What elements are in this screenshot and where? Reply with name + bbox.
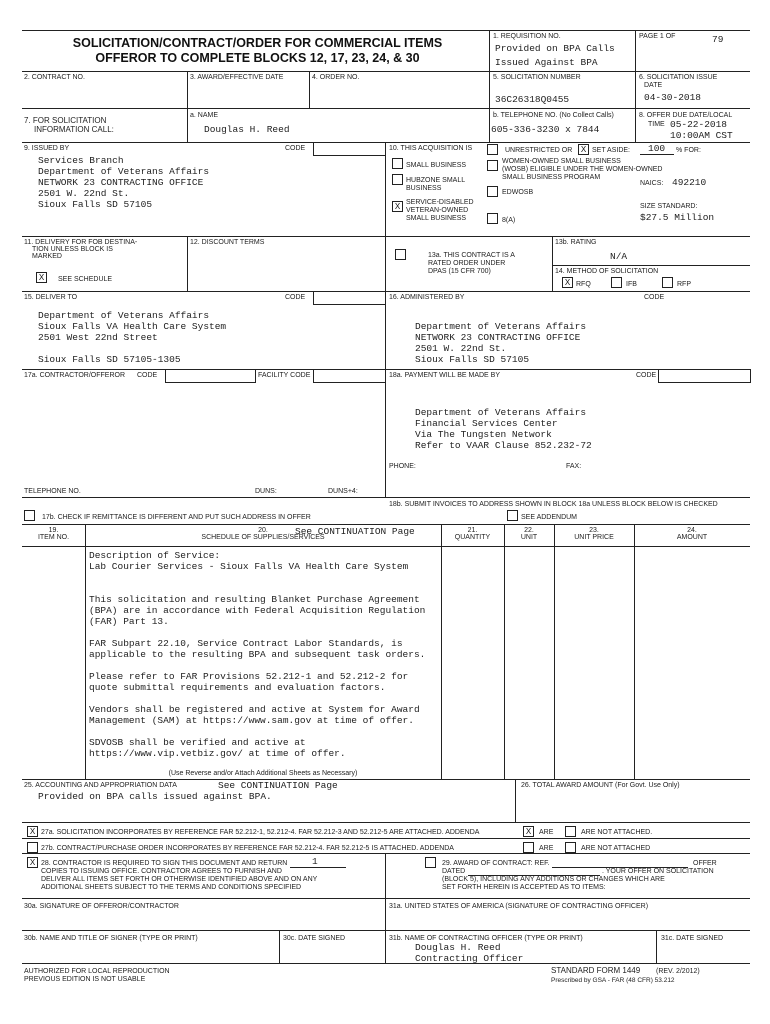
fob-label: 11. DELIVERY FOR FOB DESTINA- <box>24 239 138 246</box>
offer-due-label-2: TIME <box>648 121 665 128</box>
28-copies: 1 <box>312 856 318 867</box>
fob-label-2: TION UNLESS BLOCK IS <box>32 246 113 253</box>
copies-underline <box>290 867 346 868</box>
27a-are-checkbox[interactable]: X <box>523 826 534 837</box>
rule <box>22 930 750 931</box>
rule <box>22 779 750 780</box>
unrestricted-label: UNRESTRICTED OR <box>505 147 573 154</box>
method-label: 14. METHOD OF SOLICITATION <box>555 268 659 275</box>
schedule-line <box>89 583 439 594</box>
schedule-line: (BPA) are in accordance with Federal Acquisition Regulation <box>89 605 426 616</box>
schedule-line: https://www.vip.vetbiz.gov/ at time of offer. <box>89 748 346 759</box>
submit-invoices-label: 18b. SUBMIT INVOICES TO ADDRESS SHOWN IN BLOCK 18a UNLESS BLOCK BELOW IS CHECKED <box>389 501 718 508</box>
deliver-to-line-1: Department of Veterans Affairs <box>38 310 210 321</box>
rule <box>552 265 750 266</box>
27a-are-not-label: ARE NOT ATTACHED. <box>581 829 653 836</box>
col-unit-num: 22. <box>524 527 534 534</box>
remittance-checkbox[interactable] <box>24 510 35 521</box>
31b-title: Contracting Officer <box>415 953 524 964</box>
schedule-continuation: See CONTINUATION Page <box>295 526 415 537</box>
rating-label: 13b. RATING <box>555 239 597 246</box>
deliver-to-code-label: CODE <box>285 294 306 301</box>
discount-terms-label: 12. DISCOUNT TERMS <box>190 239 265 246</box>
unrestricted-checkbox[interactable] <box>487 144 498 155</box>
prescribed-by: Prescribed by GSA - FAR (48 CFR) 53.212 <box>551 977 675 984</box>
rule <box>22 822 750 823</box>
issued-by-code-box <box>313 142 386 156</box>
schedule-line <box>89 726 439 737</box>
issue-date-value: 04-30-2018 <box>644 92 702 103</box>
name-value: Douglas H. Reed <box>204 124 290 135</box>
size-standard-value: $27.5 Million <box>640 212 715 223</box>
28-label-2: COPIES TO ISSUING OFFICE. CONTRACTOR AGREES TO FURNISH AND <box>41 868 282 875</box>
solicitation-no-value: 36C26318Q0455 <box>495 94 570 105</box>
phone-label: b. TELEPHONE NO. (No Collect Calls) <box>493 112 614 119</box>
administered-by-line-4: Sioux Falls SD 57105 <box>415 354 530 365</box>
col-unit-price: UNIT PRICE <box>574 534 614 541</box>
schedule-line: quote submittal requirements and evaluation factors. <box>89 682 386 693</box>
rule <box>22 142 750 143</box>
28-label-4: ADDITIONAL SHEETS SUBJECT TO THE TERMS AND CONDITIONS SPECIFIED <box>41 884 302 891</box>
total-award-label: 26. TOTAL AWARD AMOUNT (For Govt. Use Only) <box>521 782 680 789</box>
27a-label: 27a. SOLICITATION INCORPORATES BY REFERENCE FAR 52.212-1, 52.212-4. FAR 52.212-3 AND 52.212-5 ARE ATTACHED. ADDENDA <box>41 829 480 836</box>
offer-due-label: 8. OFFER DUE DATE/LOCAL <box>639 112 733 119</box>
schedule-line: Lab Courier Services - Sioux Falls VA Health Care System <box>89 561 409 572</box>
name-label: a. NAME <box>190 112 219 119</box>
col-schedule-num: 20. <box>258 527 268 534</box>
schedule-line: This solicitation and resulting Blanket Purchase Agreement <box>89 594 420 605</box>
col-item-no-num: 19. <box>48 527 59 534</box>
col-unit-price-num: 23. <box>589 527 599 534</box>
deliver-to-line-3: 2501 West 22nd Street <box>38 332 158 343</box>
rule <box>515 779 516 822</box>
col-quantity: QUANTITY <box>454 534 491 541</box>
27a-are-label: ARE <box>539 829 554 836</box>
27b-checkbox[interactable] <box>27 842 38 853</box>
rule <box>635 30 636 142</box>
hubzone-checkbox[interactable] <box>392 174 403 185</box>
rule <box>385 142 386 497</box>
schedule-line: FAR Subpart 22.10, Service Contract Labor Standards, is <box>89 638 403 649</box>
set-aside-label: SET ASIDE: <box>592 147 630 154</box>
schedule-line: Vendors shall be registered and active at System for Award <box>89 704 420 715</box>
percent-underline <box>640 154 674 155</box>
wosb-label-3: SMALL BUSINESS PROGRAM <box>502 174 601 181</box>
rule <box>22 524 750 525</box>
form-rev: (REV. 2/2012) <box>656 968 700 975</box>
edwosb-label: EDWOSB <box>502 189 534 196</box>
duns-label: DUNS: <box>255 488 277 495</box>
payment-line-4: Refer to VAAR Clause 852.232-72 <box>415 440 592 451</box>
28-label-1: 28. CONTRACTOR IS REQUIRED TO SIGN THIS DOCUMENT AND RETURN <box>41 860 288 867</box>
31b-label: 31b. NAME OF CONTRACTING OFFICER (TYPE OR PRINT) <box>389 935 583 942</box>
info-call-label-2: INFORMATION CALL: <box>34 125 114 134</box>
size-standard-label: SIZE STANDARD: <box>640 203 698 210</box>
issued-by-line-3: NETWORK 23 CONTRACTING OFFICE <box>38 177 204 188</box>
wosb-label-2: (WOSB) ELIGIBLE UNDER THE WOMEN-OWNED <box>502 166 663 173</box>
phone-value: 605-336-3230 x 7844 <box>491 124 600 135</box>
schedule-footnote: (Use Reverse and/or Attach Additional Sheets as Necessary) <box>168 770 358 777</box>
set-aside-percent: 100 <box>648 143 666 154</box>
offer-due-date: 05-22-2018 <box>670 119 728 130</box>
schedule-line: (FAR) Part 13. <box>89 616 169 627</box>
schedule-line <box>89 627 439 638</box>
contract-no-label: 2. CONTRACT NO. <box>24 74 85 81</box>
schedule-body <box>89 550 439 759</box>
rating-value: N/A <box>610 251 628 262</box>
set-aside-checkbox[interactable]: X <box>578 144 589 155</box>
eight-a-checkbox[interactable] <box>487 213 498 224</box>
deliver-to-label: 15. DELIVER TO <box>24 294 78 301</box>
footer-left-1: AUTHORIZED FOR LOCAL REPRODUCTION <box>24 968 170 975</box>
rule <box>504 524 505 779</box>
rule <box>22 369 750 370</box>
payment-line-1: Department of Veterans Affairs <box>415 407 587 418</box>
rule <box>85 524 86 779</box>
form-title-line2: OFFEROR TO COMPLETE BLOCKS 12, 17, 23, 24, & 30 <box>95 51 420 65</box>
29-offer: OFFER <box>693 860 717 867</box>
issued-by-label: 9. ISSUED BY <box>24 145 70 152</box>
29-dated: DATED <box>442 868 466 875</box>
telephone-label: TELEPHONE NO. <box>24 488 81 495</box>
contractor-code-box <box>165 369 256 383</box>
28-label-3: DELIVER ALL ITEMS SET FORTH OR OTHERWISE IDENTIFIED ABOVE AND ON ANY <box>41 876 318 883</box>
rule <box>552 236 553 291</box>
administered-by-line-2: NETWORK 23 CONTRACTING OFFICE <box>415 332 581 343</box>
issue-date-label-2: DATE <box>644 82 663 89</box>
31b-name: Douglas H. Reed <box>415 942 501 953</box>
rule <box>187 236 188 291</box>
duns4-label: DUNS+4: <box>328 488 358 495</box>
rule <box>187 108 188 142</box>
administered-by-line-3: 2501 W. 22nd St. <box>415 343 507 354</box>
order-no-label: 4. ORDER NO. <box>312 74 360 81</box>
schedule-line: Description of Service: <box>89 550 221 561</box>
27b-label: 27b. CONTRACT/PURCHASE ORDER INCORPORATES BY REFERENCE FAR 52.212-4. FAR 52.212-5 IS ATTACHED. ADDENDA <box>41 845 454 852</box>
27b-are-label: ARE <box>539 845 554 852</box>
acquisition-label: 10. THIS ACQUISITION IS <box>389 145 473 152</box>
edwosb-checkbox[interactable] <box>487 186 498 197</box>
rule-bottom <box>22 963 750 964</box>
contractor-code-label: CODE <box>137 372 158 379</box>
rule <box>656 930 657 963</box>
administered-by-label: 16. ADMINISTERED BY <box>389 294 465 301</box>
rated-order-label-3: DPAS (15 CFR 700) <box>428 268 491 275</box>
award-date-label: 3. AWARD/EFFECTIVE DATE <box>190 74 284 81</box>
rfp-label: RFP <box>677 281 691 288</box>
page-total: 79 <box>712 34 724 45</box>
administered-by-code-label: CODE <box>644 294 665 301</box>
payment-code-box <box>658 369 751 383</box>
28-checkbox[interactable]: X <box>27 857 38 868</box>
hubzone-label-2: BUSINESS <box>406 185 442 192</box>
27b-are-not-checkbox[interactable] <box>565 842 576 853</box>
requisition-label: 1. REQUISITION NO. <box>493 33 561 40</box>
payment-code-label: CODE <box>636 372 657 379</box>
see-addendum-label: SEE ADDENDUM <box>521 514 578 521</box>
schedule-line <box>89 660 439 671</box>
sdvosb-label-2: VETERAN-OWNED <box>406 207 469 214</box>
payment-label: 18a. PAYMENT WILL BE MADE BY <box>389 372 500 379</box>
sdvosb-label: SERVICE-DISABLED <box>406 199 474 206</box>
sdvosb-checkbox[interactable]: X <box>392 201 403 212</box>
rated-order-label-2: RATED ORDER UNDER <box>428 260 506 267</box>
issued-by-line-5: Sioux Falls SD 57105 <box>38 199 153 210</box>
rfq-checkbox[interactable]: X <box>562 277 573 288</box>
29-label-1: 29. AWARD OF CONTRACT: REF. <box>442 860 550 867</box>
payment-line-2: Financial Services Center <box>415 418 558 429</box>
wosb-checkbox[interactable] <box>487 160 498 171</box>
schedule-line: applicable to the resulting BPA and subsequent task orders. <box>89 649 426 660</box>
schedule-line: Please refer to FAR Provisions 52.212-1 and 52.212-2 for <box>89 671 409 682</box>
rfq-label: RFQ <box>576 281 591 288</box>
see-schedule-checkbox[interactable]: X <box>36 272 47 283</box>
30b-label: 30b. NAME AND TITLE OF SIGNER (TYPE OR PRINT) <box>24 935 198 942</box>
29-label-3: (BLOCK 5), INCLUDING ANY ADDITIONS OR CHANGES WHICH ARE <box>442 876 665 883</box>
requisition-value-2: Issued Against BPA <box>495 57 598 68</box>
administered-by-line-1: Department of Veterans Affairs <box>415 321 587 332</box>
contractor-label: 17a. CONTRACTOR/OFFEROR <box>24 372 125 379</box>
accounting-value: Provided on BPA calls issued against BPA. <box>38 791 272 802</box>
rated-order-label: 13a. THIS CONTRACT IS A <box>428 252 515 259</box>
deliver-to-code-box <box>313 291 386 305</box>
rule <box>22 71 750 72</box>
rule <box>22 236 750 237</box>
hubzone-label: HUBZONE SMALL <box>406 177 466 184</box>
payment-line-3: Via The Tungsten Network <box>415 429 552 440</box>
rule <box>22 898 750 899</box>
ifb-checkbox[interactable] <box>611 277 622 288</box>
rule <box>187 71 188 108</box>
29-label-2: . YOUR OFFER ON SOLICITATION <box>602 868 714 875</box>
29-label-4: SET FORTH HEREIN IS ACCEPTED AS TO ITEMS: <box>442 884 606 891</box>
issue-date-label: 6. SOLICITATION ISSUE <box>639 74 718 81</box>
sdvosb-label-3: SMALL BUSINESS <box>406 215 467 222</box>
30c-label: 30c. DATE SIGNED <box>283 935 346 942</box>
schedule-line: SDVOSB shall be verified and active at <box>89 737 306 748</box>
rule <box>554 524 555 779</box>
issued-by-line-4: 2501 W. 22nd St. <box>38 188 130 199</box>
rule-top <box>22 30 750 31</box>
ifb-label: IFB <box>626 281 637 288</box>
fob-label-3: MARKED <box>32 253 62 260</box>
col-unit: UNIT <box>520 534 538 541</box>
eight-a-label: 8(A) <box>502 217 516 224</box>
schedule-line <box>89 693 439 704</box>
naics-value: 492210 <box>672 177 707 188</box>
29-checkbox[interactable] <box>425 857 436 868</box>
issued-by-code-label: CODE <box>285 145 306 152</box>
facility-code-label: FACILITY CODE <box>258 372 311 379</box>
accounting-continuation: See CONTINUATION Page <box>218 780 338 791</box>
deliver-to-line-2: Sioux Falls VA Health Care System <box>38 321 227 332</box>
see-schedule-label: SEE SCHEDULE <box>58 276 113 283</box>
27a-are-not-checkbox[interactable] <box>565 826 576 837</box>
footer-left-2: PREVIOUS EDITION IS NOT USABLE <box>24 976 146 983</box>
rule <box>309 71 310 108</box>
rule <box>489 30 490 142</box>
schedule-line <box>89 572 439 583</box>
offer-due-time: 10:00AM CST <box>670 130 733 141</box>
30a-label: 30a. SIGNATURE OF OFFEROR/CONTRACTOR <box>24 903 179 910</box>
27a-checkbox[interactable]: X <box>27 826 38 837</box>
27b-are-not-label: ARE NOT ATTACHED <box>581 845 651 852</box>
rated-order-checkbox[interactable] <box>395 249 406 260</box>
col-schedule: SCHEDULE OF SUPPLIES/SERVICES <box>201 534 325 541</box>
col-quantity-num: 21. <box>467 527 478 534</box>
form-title-line1: SOLICITATION/CONTRACT/ORDER FOR COMMERCIAL ITEMS <box>72 36 443 50</box>
page-label: PAGE 1 OF <box>639 33 676 40</box>
facility-code-box <box>313 369 386 383</box>
rule <box>22 546 750 547</box>
small-business-label: SMALL BUSINESS <box>406 162 467 169</box>
percent-for-label: % FOR: <box>676 147 701 154</box>
issued-by-line-2: Department of Veterans Affairs <box>38 166 210 177</box>
col-amount: AMOUNT <box>676 534 708 541</box>
issued-by-line-1: Services Branch <box>38 155 124 166</box>
rule <box>22 838 750 839</box>
see-addendum-checkbox[interactable] <box>507 510 518 521</box>
requisition-value-1: Provided on BPA Calls <box>495 43 615 54</box>
remittance-label: 17b. CHECK IF REMITTANCE IS DIFFERENT AND PUT SUCH ADDRESS IN OFFER <box>42 514 311 521</box>
rule <box>441 524 442 779</box>
rule <box>385 853 386 963</box>
rule <box>279 930 280 963</box>
accounting-label: 25. ACCOUNTING AND APPROPRIATION DATA <box>24 782 177 789</box>
27b-are-checkbox[interactable] <box>523 842 534 853</box>
solicitation-no-label: 5. SOLICITATION NUMBER <box>493 74 581 81</box>
small-business-checkbox[interactable] <box>392 158 403 169</box>
rule <box>22 853 750 854</box>
rule <box>22 291 750 292</box>
rule <box>22 497 750 498</box>
wosb-label: WOMEN-OWNED SMALL BUSINESS <box>502 158 621 165</box>
col-item-no: ITEM NO. <box>37 534 70 541</box>
31c-label: 31c. DATE SIGNED <box>661 935 724 942</box>
31a-label: 31a. UNITED STATES OF AMERICA (SIGNATURE OF CONTRACTING OFFICER) <box>389 903 649 910</box>
col-amount-num: 24. <box>687 527 697 534</box>
naics-label: NAICS: <box>640 180 664 187</box>
rule <box>22 108 750 109</box>
form-name: STANDARD FORM 1449 <box>551 966 641 975</box>
deliver-to-line-5: Sioux Falls SD 57105-1305 <box>38 354 181 365</box>
rfp-checkbox[interactable] <box>662 277 673 288</box>
payment-phone-label: PHONE: <box>389 463 416 470</box>
info-call-label: 7. FOR SOLICITATION <box>24 116 107 125</box>
payment-fax-label: FAX: <box>566 463 582 470</box>
schedule-line: Management (SAM) at https://www.sam.gov at time of offer. <box>89 715 414 726</box>
rule <box>634 524 635 779</box>
